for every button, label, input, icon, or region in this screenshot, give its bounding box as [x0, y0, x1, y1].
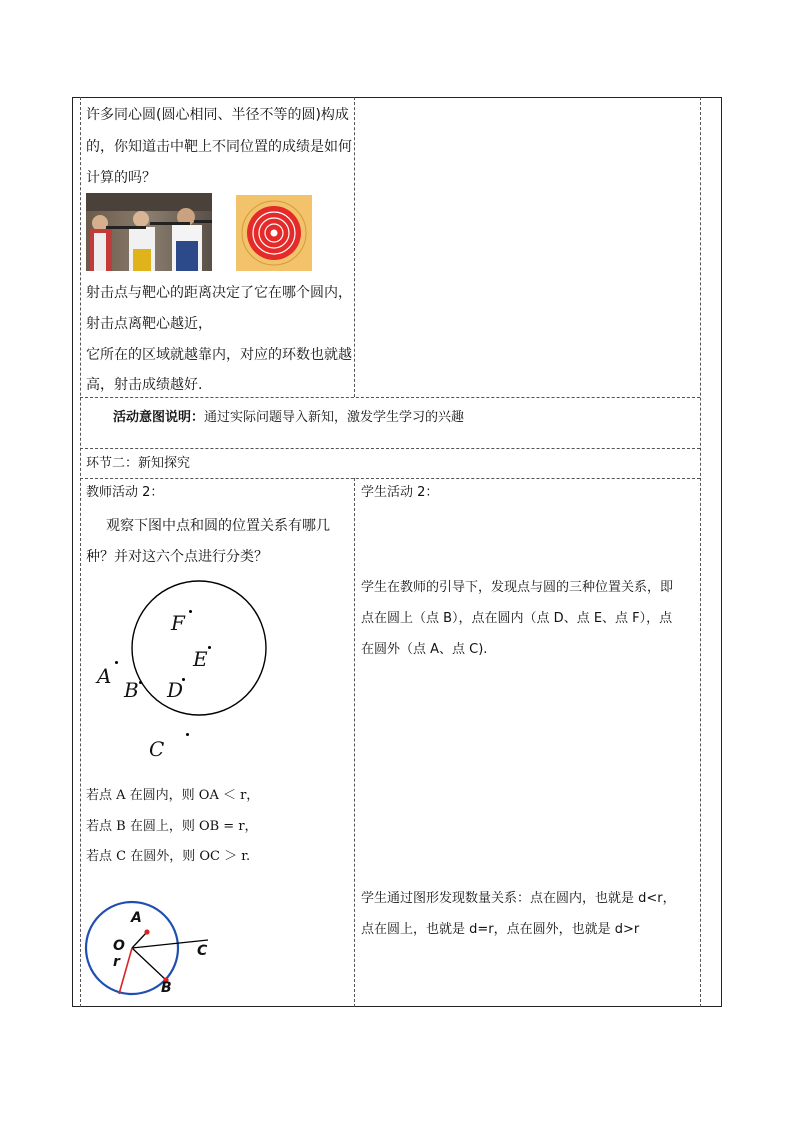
teacher-question-line-2: 种？并对这六个点进行分类？ [86, 549, 268, 565]
student-para1-line-3: 在圆外（点 A、点 C). [361, 642, 488, 657]
label-c: C [149, 737, 165, 761]
row-divider-3 [80, 478, 700, 479]
column-divider-top [354, 97, 355, 397]
point-b-dot [139, 681, 142, 684]
label-e: E [193, 647, 208, 671]
intro-line-1: 许多同心圆(圆心相同、半径不等的圆)构成 [86, 107, 349, 123]
diagram2-label-a: A [131, 910, 142, 926]
column-divider-bottom [354, 478, 355, 1007]
left-inner-border [80, 97, 81, 1007]
condition-inside: 若点 A 在圆内，则 OA ＜ r， [86, 788, 260, 803]
section-title: 环节二：新知探究 [86, 456, 191, 471]
target-image [236, 195, 312, 271]
teacher-question-line-1: 观察下图中点和圆的位置关系有哪几 [106, 518, 330, 534]
activity-intent [113, 410, 464, 426]
point-f-dot [189, 610, 192, 613]
diagram2-label-r: r [113, 954, 120, 970]
activity-intent-label: 活动意图说明： [113, 410, 205, 425]
row-divider-2 [80, 448, 700, 449]
student-para1-line-1: 学生在教师的引导下，发现点与圆的三种位置关系，即 [361, 580, 674, 595]
shooters-photo [86, 193, 212, 271]
student-para2-line-1: 学生通过图形发现数量关系：点在圆内，也就是 d<r， [361, 891, 676, 906]
student-para2-line-2: 点在圆上，也就是 d=r，点在圆外，也就是 d>r [361, 922, 640, 937]
label-f: F [171, 611, 185, 635]
activity-intent-text: 通过实际问题导入新知，激发学生学习的兴趣 [204, 410, 465, 425]
row-divider-1 [80, 397, 700, 398]
points-circle-diagram [84, 575, 352, 775]
student-activity-header: 学生活动 2： [361, 485, 439, 500]
intro-line-3: 计算的吗？ [86, 170, 156, 186]
explain-line-3: 它所在的区域就越靠内，对应的环数也就越 [86, 347, 352, 363]
diagram2-label-o: O [113, 938, 125, 954]
point-a-dot [115, 661, 118, 664]
label-d: D [167, 678, 184, 702]
intro-line-2: 的，你知道击中靶上不同位置的成绩是如何 [86, 139, 352, 155]
label-b: B [124, 678, 139, 702]
explain-line-1: 射击点与靶心的距离决定了它在哪个圆内， [86, 285, 352, 301]
label-a: A [97, 664, 112, 688]
explain-line-4: 高，射击成绩越好. [86, 377, 203, 393]
condition-outside: 若点 C 在圆外，则 OC ＞ r. [86, 849, 251, 864]
teacher-activity-header: 教师活动 2： [86, 485, 164, 500]
point-e-dot [208, 646, 211, 649]
student-para1-line-2: 点在圆上（点 B），点在圆内（点 D、点 E、点 F），点 [361, 611, 673, 626]
diagram2-label-c: C [197, 943, 208, 959]
explain-line-2: 射击点离靶心越近， [86, 316, 212, 332]
point-c-dot [186, 733, 189, 736]
condition-on: 若点 B 在圆上，则 OB = r， [86, 819, 258, 834]
right-inner-border [700, 97, 701, 1007]
diagram2-label-b: B [161, 980, 172, 996]
